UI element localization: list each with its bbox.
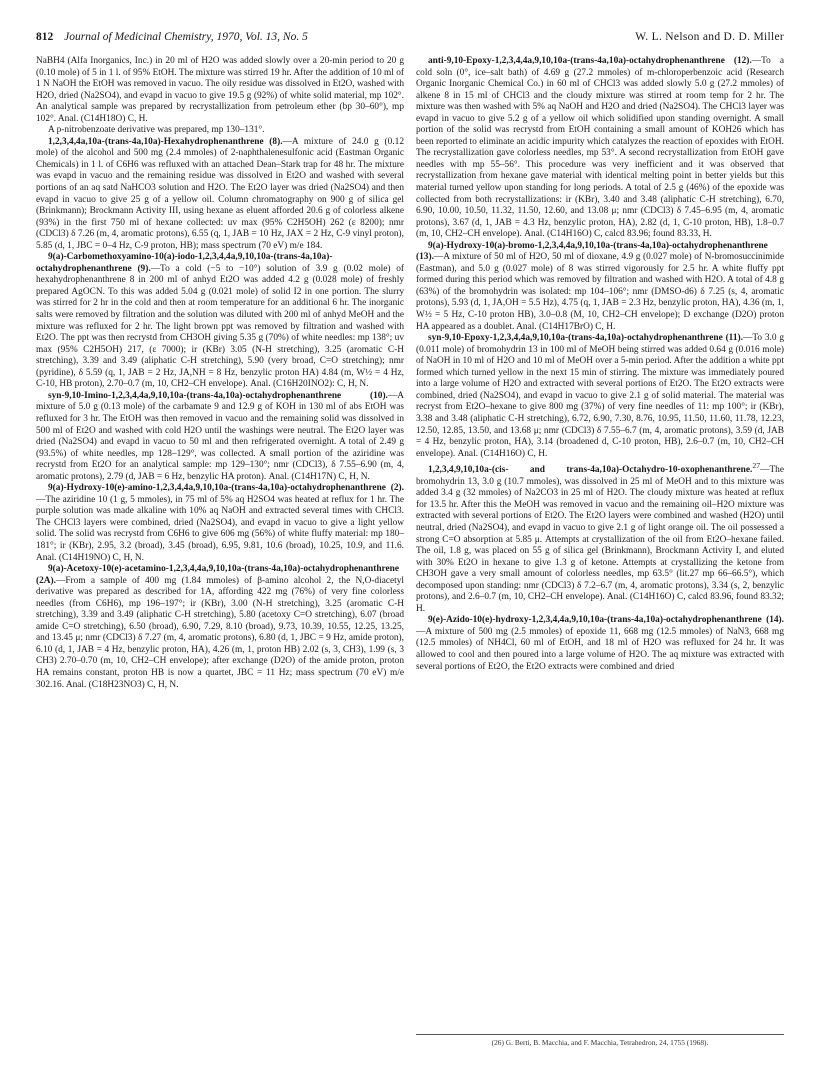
paragraph: anti-9,10-Epoxy-1,2,3,4,4a,9,10,10a-(trans-4a,10a)-octahydrophenanthrene (12).—To a cold soln (0°, ice–salt bath) of 4.69 g (27.2 mmoles) of m-chloroperbenzoic acid (Research Organic Inorganic Chemical Co.) in 60 ml of CHCl3 was added slowly 5.0 g (27.2 mmoles) of alkene 8 in 15 ml of CHCl3 and the cloudy mixture was stirred at room temp for 2 hr. The mixture was then washed with 5% aq NaOH and H2O and dried (Na2SO4). The CHCl3 layer was evapd in vacuo to give 5.2 g of a yellow oil which solidified upon standing overnight. A small portion of the solid was recrystd from EtOH containing a small amount of KOH26 which has been reported to eliminate an acidic impurity which catalyzes the reaction of epoxides with EtOH. The recrystallization gave colorless needles, mp 53°. A second recrystallization from EtOH gave needles with mp 55–56°. This procedure was very inefficient and it was observed that recrystallization from hexane gave material with identical melting point in better yields but this material turned yellow upon standing for long periods. A total of 2.5 g (46%) of the epoxide was collected from both recrystallizations: ir (KBr), 3.40 and 3.48 (aliphatic C-H stretching), 6.70, 6.90, 10.00, 10.50, 11.32, 11.50, 12.60, and 13.08 μ; nmr (CDCl3) δ 7.45–6.95 (m, 4, aromatic protons), 3.67 (d, 1, JAB = 4.3 Hz, benzylic proton, HA), 2.82 (d, 1, C-10 proton, HB), 1.8–0.7 (m, 10, CH2–CH envelope). Anal. (C14H16O) C, calcd 83.96; found 83.33, H. — [416, 56, 784, 240]
footnote: (26) G. Berti, B. Macchia, and F. Macchia, Tetrahedron, 24, 1755 (1968). — [416, 1034, 784, 1047]
page-number: 812 — [36, 31, 54, 43]
paragraph: 9(e)-Azido-10(e)-hydroxy-1,2,3,4,4a,9,10,10a-(trans-4a,10a)-octahydrophenanthrene (14).—A mixture of 500 mg (2.5 mmoles) of epoxide 11, 668 mg (12.5 mmoles) of NaN3, 668 mg (12.5 mmoles) of NH4Cl, 60 ml of EtOH, and 18 ml of H2O was refluxed for 24 hr. It was allowed to cool and then poured into a large volume of H2O. The aq mixture was extracted with several portions of Et2O, the Et2O extracts were combined and dried — [416, 615, 784, 672]
paragraph: syn-9,10-Epoxy-1,2,3,4,4a,9,10,10a-(trans-4a,10a)-octahydrophenanthrene (11).—To 3.0 g (0.011 mole) of bromohydrin 13 in 100 ml of MeOH being stirred was added 0.64 g (0.016 mole) of NaOH in 10 ml of H2O and 10 ml of MeOH over a 5-min period. After the addition a white ppt formed which turned yellow in the next 15 min of stirring. The mixture was immediately poured into a large volume of H2O and extracted with several portions of Et2O. The Et2O extracts were combined, dried (Na2SO4), and evapd in vacuo to give 2.1 g of solid material. The material was recryst from Et2O–hexane to give 800 mg (37%) of very fine needles of 11: mp 100°; ir (KBr), 3.38 and 3.48 (aliphatic C-H stretching), 6.72, 6.90, 7.30, 8.76, 10.95, 11.50, 11.60, 11.78, 12.23, 12.50, 12.85, 13.50, and 13.68 μ; nmr (CDCl3) δ 7.55–6.7 (m, 4, aromatic protons), 3.59 (d, JAB = 4 Hz, benzylic proton, HA), 3.14 (broadened d, C-10 proton, HB), 2.6–0.7 (m, 10, CH2–CH envelope). Anal. (C14H16O) C, H. — [416, 333, 784, 459]
author-names: W. L. Nelson and D. D. Miller — [635, 31, 784, 43]
compound-heading: 9(a)-Acetoxy-10(e)-acetamino-1,2,3,4,4a,9,10,10a-(trans-4a,10a)-octahydrophenanthrene (2A). — [36, 564, 400, 586]
paragraph: 9(a)-Hydroxy-10(a)-bromo-1,2,3,4,4a,9,10,10a-(trans-4a,10a)-octahydrophenanthrene (13).—A mixture of 50 ml of H2O, 50 ml of dioxane, 4.9 g (0.027 mole) of N-bromosuccinimide (Eastman), and 5.0 g (0.027 mole) of 8 was stirred vigorously for 2.5 hr. A white fluffy ppt formed during this period which was removed by filtration and washed with H2O. A total of 4.8 g (63%) of the bromohydrin was isolated: mp 104–106°; nmr (DMSO-d6) δ 7.25 (s, 4, aromatic protons), 5.93 (d, 1, JA,OH = 5.5 Hz), 4.75 (q, 1, JAB = 2.3 Hz, benzylic proton, HA), 4.36 (m, 1, W½ = 5 Hz, C-10 proton HB), 3.0–0.8 (M, 10, CH2–CH envelope); D exchange (D2O) proton HA appeared as a doublet. Anal. (C14H17BrO) C, H. — [416, 240, 784, 332]
paragraph: syn-9,10-Imino-1,2,3,4,4a,9,10,10a-(trans-4a,10a)-octahydrophenanthrene (10).—A mixture of 5.0 g (0.13 mole) of the carbamate 9 and 12.9 g of KOH in 130 ml of abs EtOH was refluxed for 3 hr. The EtOH was then removed in vacuo and the remaining solid was dissolved in 500 ml of Et2O and washed with cold H2O until the washings were neutral. The Et2O layer was dried (Na2SO4) and evapd in vacuo to 50 ml and then refrigerated overnight. A total of 2.49 g (93.5%) of white needles, mp 128–129°, was collected. A small portion of the aziridine was recrystd from Et2O for an analytical sample: mp 129–130°; nmr (CDCl3), δ 7.55–6.90 (m, 4, aromatic protons), 2.79 (d, JAB = 6 Hz, benzylic HA proton). Anal. (C14H17N) C, H, N. — [36, 390, 404, 482]
compound-heading: 9(a)-Hydroxy-10(a)-bromo-1,2,3,4,4a,9,10,10a-(trans-4a,10a)-octahydrophenanthrene (13). — [416, 240, 768, 263]
page-header — [36, 28, 784, 46]
journal-citation: Journal of Medicinal Chemistry, 1970, Vol. 13, No. 5 — [64, 31, 308, 43]
left-column — [36, 56, 404, 691]
paragraph: A p-nitrobenzoate derivative was prepared, mp 130–131°. — [48, 125, 265, 136]
compound-heading: anti-9,10-Epoxy-1,2,3,4,4a,9,10,10a-(trans-4a,10a)-octahydrophenanthrene (12). — [428, 56, 752, 66]
right-column — [416, 56, 784, 673]
reference-superscript: 27 — [752, 461, 761, 471]
compound-heading: syn-9,10-Epoxy-1,2,3,4,4a,9,10,10a-(trans-4a,10a)-octahydrophenanthrene (11). — [428, 333, 743, 344]
paragraph: NaBH4 (Alfa Inorganics, Inc.) in 20 ml of H2O was added slowly over a 20-min period to 20 g (0.10 mole) of 5 in 1 l. of 95% EtOH. The mixture was stirred 19 hr. After the addition of 10 ml of 1 N NaOH the EtOH was removed in vacuo. The oily residue was dissolved in Et2O, washed with H2O, dried (Na2SO4), and evapd in vacuo to give 19.5 g (92%) of white solid material, mp 102°. An analytical sample was prepared by recrystallization from petroleum ether (bp 30–60°), mp 102°. Anal. (C14H18O) C, H. — [36, 56, 404, 124]
compound-heading: 1,2,3,4,4a,10a-(trans-4a,10a)-Hexahydrophenanthrene (8). — [48, 136, 283, 147]
paragraph: 9(a)-Acetoxy-10(e)-acetamino-1,2,3,4,4a,9,10,10a-(trans-4a,10a)-octahydrophenanthrene (2A).—From a sample of 400 mg (1.84 mmoles) of β-amino alcohol 2, the N,O-diacetyl derivative was prepared as described for 1A, affording 422 mg (76%) of very fine colorless needles (from C6H6), mp 196–197°; ir (KBr), 3.00 (N-H stretching), 3.25 (aromatic C-H stretching), 3.39 and 3.49 (aliphatic C-H stretching), 5.80 (acetoxy C=O stretching), 6.07 (broad amide C=O stretching), 6.50 (broad), 6.90, 7.29, 8.10 (broad), 9.73, 10.39, 10.55, 12.25, 13.25, and 13.45 μ; nmr (CDCl3) δ 7.27 (m, 4, aromatic protons), 6.80 (d, 1, JBC = 9 Hz, amide proton), 6.10 (d, 1, JAB = 4 Hz, benzylic proton, HA), 4.26 (m, 1, proton HB) 2.02 (s, 3, CH3), 1.99 (s, 3 CH3) 2.70–0.70 (m, 10, CH2–CH envelope); after exchange (D2O) of the amide proton, proton HA remains constant, proton HB is now a quartet, JBC = 11 Hz; mass spectrum (70 eV) m/e 302.16. Anal. (C18H23NO3) C, H, N. — [36, 564, 404, 690]
paragraph: 1,2,3,4,4a,10a-(trans-4a,10a)-Hexahydrophenanthrene (8).—A mixture of 24.0 g (0.12 mole) of the alcohol and 500 mg (2.4 mmoles) of 2-naphthalenesulfonic acid (Eastman Organic Chemicals) in 1 l. of C6H6 was refluxed with an attached Dean–Stark trap for 48 hr. The mixture was evapd in vacuo and the remaining residue was dissolved in Et2O and washed with several portions of an aq satd NaHCO3 solution and H2O. The Et2O layer was dried (Na2SO4) and then evapd in vacuo to give 25 g of a yellow oil. Column chromatography on 900 g of silica gel (Brinkmann); Brockmann Activity III, using hexane as eluent afforded 20.6 g of colorless alkene (93%) in the first 750 ml of hexane collected: uv max (95% C2H5OH) 262 (ε 8200); nmr (CDCl3) δ 7.26 (m, 4, aromatic protons), 6.55 (q, 1, JAB = 10 Hz, JAX = 2 Hz, C-9 vinyl proton), 5.85 (d, 1, JBC = 0–4 Hz, C-9 proton, HB); mass spectrum (70 eV) m/e 184. — [36, 136, 404, 251]
compound-heading: 1,2,3,4,9,10,10a-(cis- and trans-4a,10a)-Octahydro-10-oxophenanthrene. — [428, 465, 753, 476]
paragraph: 9(a)-Hydroxy-10(e)-amino-1,2,3,4,4a,9,10,10a-(trans-4a,10a)-octahydrophenanthrene (2).—The aziridine 10 (1 g, 5 mmoles), in 75 ml of 5% aq H2SO4 was heated at reflux for 1 hr. The purple solution was made alkaline with 10% aq NaOH and extracted several times with CHCl3. The CHCl3 layers were combined, dried (Na2SO4), and evapd in vacuo to give a light yellow solid. The solid was recrystd from C6H6 to give 606 mg (56%) of white fluffy material: mp 180–181°; ir (KBr), 2.95, 3.2 (broad), 3.45 (broad), 6.95, 9.81, 10.6 (broad), 10.25, 10.9, and 11.6. Anal. (C14H19NO) C, H, N. — [36, 483, 404, 563]
compound-heading: 9(e)-Azido-10(e)-hydroxy-1,2,3,4,4a,9,10,10a-(trans-4a,10a)-octahydrophenanthrene (14). — [428, 615, 784, 626]
paragraph: 1,2,3,4,9,10,10a-(cis- and trans-4a,10a)-Octahydro-10-oxophenanthrene.$^{27}$—The bromohydrin 13, 3.0 g (10.7 mmoles), was dissolved in 25 ml of MeOH and to this mixture was added 3.4 g (32 mmoles) of Na2CO3 in 25 ml of H2O. The cloudy mixture was heated at reflux for 13.5 hr. After this the MeOH was removed in vacuo and the remaining oil–H2O mixture was extracted with several portions of Et2O. The Et2O layers were combined and washed (H2O) until neutral, dried (Na2SO4), and evapd in vacuo to give 2.1 g of light orange oil. The oil possessed a strong C=O absorption at 5.85 μ. Attempts at crystallization of the oil from Et2O–hexane failed. The oil, 1.8 g, was placed on 55 g of silica gel (Brinkmann), Brockmann Activity I, and eluted with 30% Et2O in hexane to give 1.3 g of ketone. Attempts at crystallizing the ketone from CH3OH gave a very small amount of colorless needles, mp 63.5° (lit.27 mp 66–66.5°), which decomposed upon standing: nmr (CDCl3) δ 7.2–6.7 (m, 4, aromatic protons), 3.34 (s, 2, benzylic protons), and 2.6–0.7 (m, 10, CH2–CH envelope). Anal. (C14H16O) C, calcd 83.96, found 83.32; H. — [416, 461, 784, 614]
compound-heading: 9(a)-Hydroxy-10(e)-amino-1,2,3,4,4a,9,10,10a-(trans-4a,10a)-octahydrophenanthrene (2). — [48, 483, 404, 494]
paragraph: 9(a)-Carbomethoxyamino-10(a)-iodo-1,2,3,4,4a,9,10,10a-(trans-4a,10a)-octahydrophenanthrene (9).—To a cold (−5 to −10°) solution of 3.9 g (0.02 mole) of hexahydrophenanthrene 8 in 200 ml of anhyd Et2O was added 4.2 g (0.028 mole) of freshly prepared AgOCN. To this was added 5.04 g (0.021 mole) of solid I2 in one portion. The slurry was stirred for 2 hr in the cold and then at room temperature for an additional 6 hr. The inorganic salts were removed by filtration and the solution was diluted with 200 ml of anhyd MeOH and the mixture was refluxed for 2 hr. The light brown ppt was removed by filtration and washed with Et2O. The ppt was then recrystd from CH3OH giving 5.35 g (70%) of white needles: mp 138°; uv max (95% C2H5OH) 217, (ε 7000); ir (KBr) 3.05 (N-H stretching), 3.25 (aromatic C-H stretching), 3.39 and 3.49 (aliphatic C-H stretching), 5.90 (very broad, C=O stretching); nmr (pyridine), δ 5.59 (q, 1, JAB = 2 Hz, JA,NH = 8 Hz, benzylic proton HA) 4.84 (m, W½ = 4 Hz, C-10, HB proton), 2.70–0.7 (m, 10, CH2–CH envelope). Anal. (C16H20INO2): C, H, N. — [36, 252, 404, 390]
compound-heading: syn-9,10-Imino-1,2,3,4,4a,9,10,10a-(trans-4a,10a)-octahydrophenanthrene (10). — [48, 390, 388, 401]
compound-heading: 9(a)-Carbomethoxyamino-10(a)-iodo-1,2,3,4,4a,9,10,10a-(trans-4a,10a)-octahydrophenanthrene (9). — [36, 252, 333, 274]
